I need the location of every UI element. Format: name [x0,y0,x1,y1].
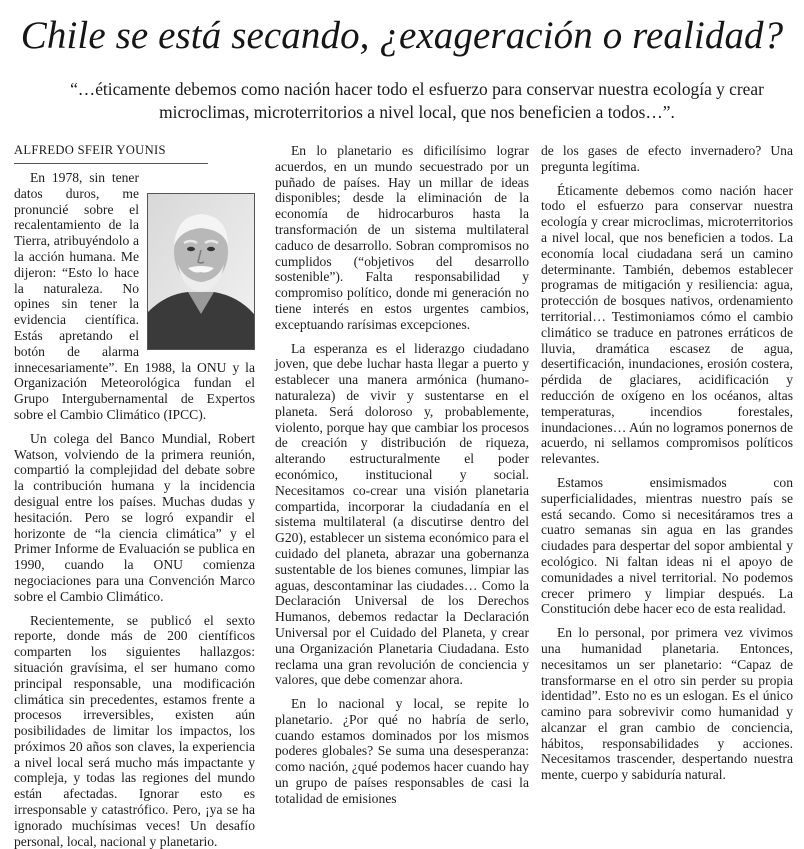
paragraph: Éticamente debemos como nación hacer todo el esfuerzo para conservar nuestra ecología y crear microclimas, microterritorios a nivel local, que nos beneficien a todos. La economía local ciudadana será un camino determinante. También, debemos establecer programas de mitigación y resiliencia: agua, protección de bosques nativos, ordenamiento territorial… Testimoniamos cómo el cambio climático se traduce en patrones erráticos de lluvia, dramática escasez de agua, desertificación, inundaciones, erosión costera, pérdida de glaciares, acidificación y reducción de oxígeno en los océanos, altas temperaturas, incendios forestales, inundaciones… Aún no logramos ponernos de acuerdo, ni sellamos compromisos políticos relevantes. [541,182,793,467]
byline: ALFREDO SFEIR YOUNIS [14,143,166,157]
subhead-quote: “…éticamente debemos como nación hacer todo el esfuerzo para conservar nuestra ecología y crear microclimas, microterritorios a nivel local, que nos beneficien a todos…”. [70,79,764,122]
column-3 [541,143,793,783]
paragraph: Un colega del Banco Mundial, Robert Watson, volviendo de la primera reunión, compartió la complejidad del debate sobre la contribución humana y la incidencia desigual entre los países. Muchas dudas y hesitación. Pero se logró expandir el horizonte de “la ciencia climática” y el Primer Informe de Evaluación se publica en 1990, cuando la ONU comienza negociaciones para una Convención Marco sobre el Cambio Climático. [14,430,255,604]
paragraph: de los gases de efecto invernadero? Una pregunta legítima. [541,143,793,174]
author-photo [147,193,255,350]
paragraph: En 1978, sin tener datos duros, me pronuncié sobre el recalentamiento de la Tierra, atribuyéndolo a la acción humana. Me dijeron: “Esto lo hace la naturaleza. No opines sin tener la evidencia científica. Estás apretando el botón de alarma innecesariamente”. En 1988, la ONU y la Organización Meteorológica fundan el Grupo Intergubernamental de Expertos sobre el Cambio Climático (IPCC). [14,170,255,422]
paragraph: Estamos ensimismados con superficialidades, mientras nuestro país se está secando. Como si necesitáramos tres a cuatro semanas sin agua en las grandes ciudades para despertar del sopor ambiental y ecológico. Ni faltan ideas ni el apoyo de comunidades a nivel territorial. No podemos crecer primero y limpiar después. La Constitución debe hacer eco de esta realidad. [541,474,793,617]
byline-rule [14,163,208,164]
paragraph: En lo planetario es dificilísimo lograr acuerdos, en un mundo secuestrado por un puñado de países. Hay un millar de ideas disponibles; desde la eliminación de la economía de hidrocarburos hasta la transformación de un sistema multilateral caduco de desarrollo. Sobran compromisos no cumplidos (“objetivos del desarrollo sostenible”). Falta responsabilidad y compromiso político, donde mi generación no tiene interés en estos urgentes cambios, exceptuando rarísimas excepciones. [275,143,529,332]
paragraph: En lo personal, por primera vez vivimos una humanidad planetaria. Entonces, necesitamos un ser planetario: “Capaz de transformarse en el otro sin perder su propia identidad”. Esto no es un eslogan. Es el único camino para sobrevivir como humanidad y alcanzar el gran cambio de conciencia, hábitos, responsabilidades y acciones. Necesitamos trascender, despertando nuestra mente, cuerpo y sabiduría natural. [541,625,793,783]
column-1 [14,170,255,849]
paragraph: En lo nacional y local, se repite lo planetario. ¿Por qué no habría de serlo, cuando estamos dominados por los mismos poderes globales? Se suma una desesperanza: como nación, ¿qué podemos hacer cuando hay un grupo de países responsables de casi la totalidad de emisiones [275,696,529,806]
paragraph: La esperanza es el liderazgo ciudadano joven, que debe luchar hasta llegar a puerto y establecer una manera armónica (humano-naturaleza) de vivir y sustentarse en el planeta. Será doloroso y, probablemente, violento, porque hay que cambiar los procesos de creación y distribución de riqueza, alterando estructuralmente el poder económico, institucional y social. Necesitamos co-crear una visión planetaria compartida, incorporar la ciudadanía en el sistema multilateral (a discutirse dentro del G20), establecer un sistema económico para el cuidado del planeta, abrazar una gobernanza sustentable de los bienes comunes, limpiar las aguas, descontaminar las ciudades… Como la Declaración Universal de los Derechos Humanos, debemos redactar la Declaración Universal por el Cuidado del Planeta, y crear una Organización Planetaria Ciudadana. Esto reclama una gran revolución de conciencia y valores, que debe comenzar ahora. [275,340,529,688]
column-2 [275,143,529,807]
headline: Chile se está secando, ¿exageración o realidad? [20,14,784,57]
paragraph: Recientemente, se publicó el sexto reporte, donde más de 200 científicos comparten los siguientes hallazgos: situación gravísima, el ser humano como principal responsable, una modificación climática sin precedentes, estamos frente a procesos irreversibles, existen aún posibilidades de limitar los impactos, los próximos 20 años son claves, la experiencia a nivel local será mucho más impactante y compleja, y todas las regiones del mundo están afectadas. Ignorar esto es irresponsable y catastrófico. Pero, ¡ya se ha ignorado muchísimas veces! Un desafío personal, local, nacional y planetario. [14,612,255,849]
